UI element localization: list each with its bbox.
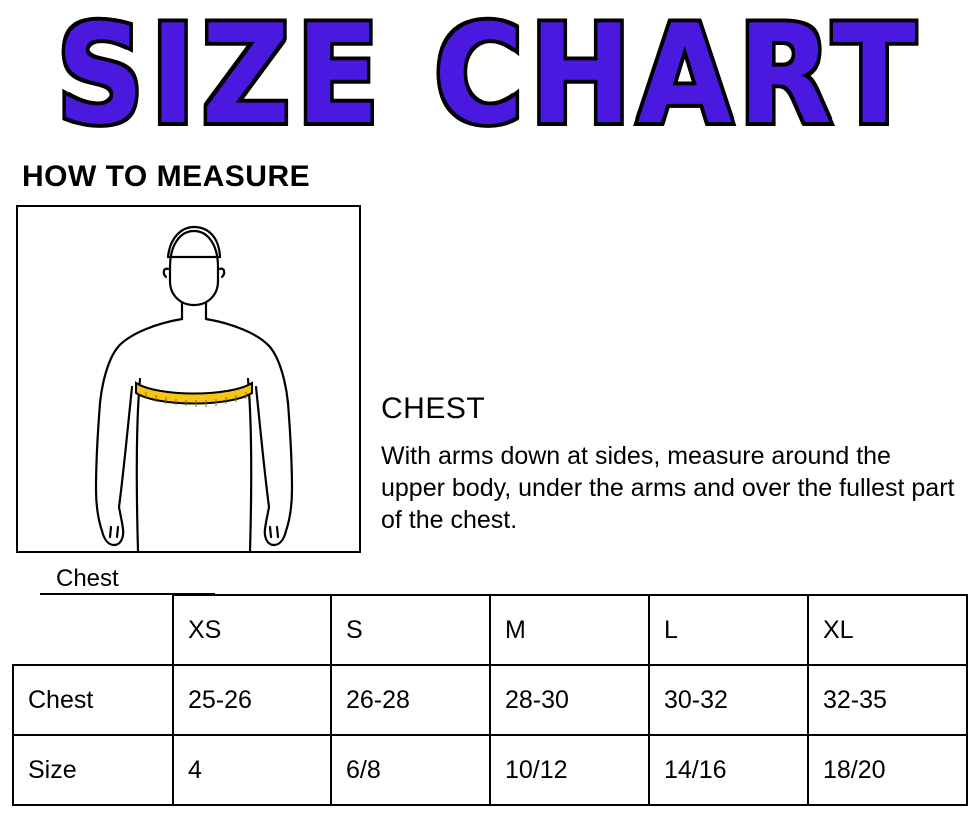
tape-measure-icon	[136, 383, 252, 407]
page-title	[0, 0, 978, 155]
table-row	[13, 735, 967, 805]
row-label-chest: Chest	[13, 665, 173, 735]
how-to-measure-heading: HOW TO MEASURE	[22, 160, 311, 193]
chest-s: 26-28	[331, 665, 490, 735]
size-table-wrap	[12, 594, 966, 806]
size-xs: 4	[173, 735, 331, 805]
chest-figure-label: Chest	[56, 565, 119, 592]
body-illustration-icon	[18, 207, 359, 551]
table-row	[13, 665, 967, 735]
table-header-s: S	[331, 595, 490, 665]
table-header-l: L	[649, 595, 808, 665]
chest-l: 30-32	[649, 665, 808, 735]
chest-description-heading: CHEST	[381, 392, 486, 425]
chest-xl: 32-35	[808, 665, 967, 735]
size-xl: 18/20	[808, 735, 967, 805]
chest-m: 28-30	[490, 665, 649, 735]
size-l: 14/16	[649, 735, 808, 805]
chest-description	[381, 392, 961, 536]
table-corner-cell	[13, 595, 173, 665]
size-table	[12, 594, 968, 806]
measurement-figure	[16, 205, 361, 592]
table-header-m: M	[490, 595, 649, 665]
chest-label-underline	[52, 593, 140, 595]
chest-description-body: With arms down at sides, measure around the upper body, under the arms and over the fullest part of the chest.	[381, 442, 955, 534]
chest-xs: 25-26	[173, 665, 331, 735]
row-label-size: Size	[13, 735, 173, 805]
size-s: 6/8	[331, 735, 490, 805]
table-header-xs: XS	[173, 595, 331, 665]
size-m: 10/12	[490, 735, 649, 805]
table-header-row	[13, 595, 967, 665]
page-title-text: SIZE CHART	[56, 0, 922, 155]
table-header-xl: XL	[808, 595, 967, 665]
